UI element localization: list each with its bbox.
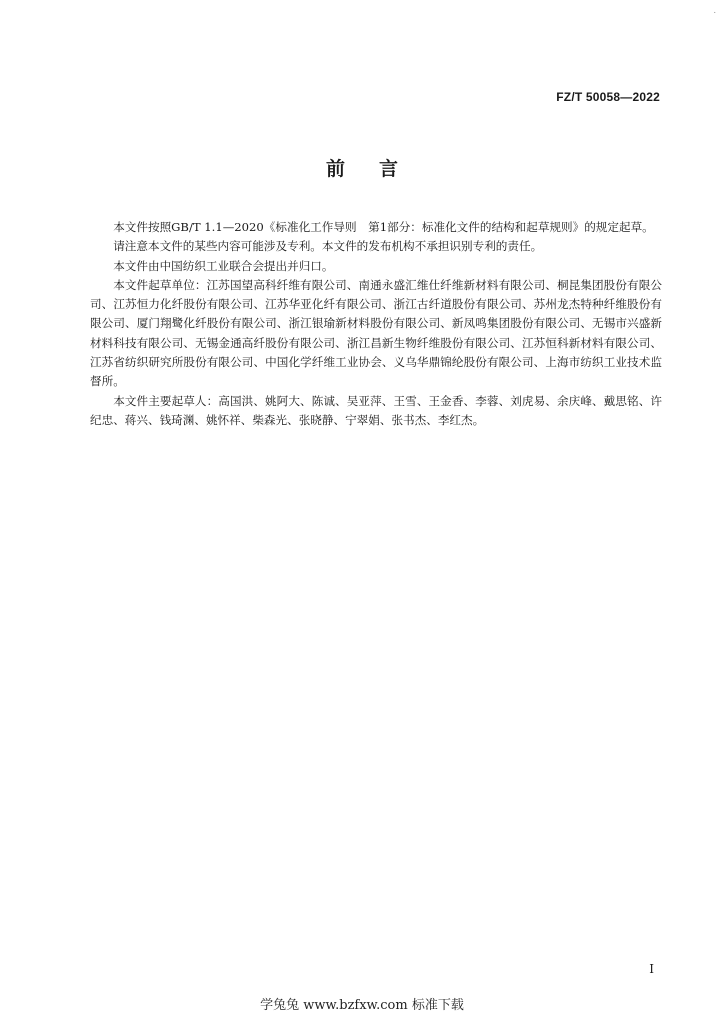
watermark-text: 学兔兔 www.bzfxw.com 标准下载: [260, 998, 464, 1013]
page-number: I: [649, 962, 654, 976]
paragraph-drafting-rules: 本文件按照GB/T 1.1—2020《标准化工作导则 第1部分：标准化文件的结构和起草规则》的规定起草。: [113, 220, 654, 234]
document-body: [90, 218, 662, 430]
paragraph-drafters: 本文件主要起草人：高国洪、姚阿大、陈诚、吴亚萍、王雪、王金香、李蓉、刘虎易、余庆峰、戴思铭、许纪忠、蒋兴、钱琦渊、姚怀祥、柴森光、张晓静、宁翠娟、张书杰、李红杰。: [90, 393, 662, 427]
paragraph-proposer: 本文件由中国纺织工业联合会提出并归口。: [113, 258, 334, 273]
page-title: 前言: [325, 158, 432, 180]
corner-mark: .: [713, 6, 716, 15]
standard-number: FZ/T 50058—2022: [556, 90, 660, 104]
paragraph-patent-notice: 请注意本文件的某些内容可能涉及专利。本文件的发布机构不承担识别专利的责任。: [113, 239, 543, 254]
paragraph-drafting-units: 本文件起草单位：江苏国望高科纤维有限公司、南通永盛汇维仕纤维新材料有限公司、桐昆集团股份有限公司、江苏恒力化纤股份有限公司、江苏华亚化纤有限公司、浙江古纤道股份有限公司、苏州龙杰特种纤维股份有限公司、厦门翔鹭化纤股份有限公司、浙江银瑜新材料股份有限公司、新凤鸣集团股份有限公司、无锡市兴盛新材料科技有限公司、无锡金通高纤股份有限公司、浙江昌新生物纤维股份有限公司、江苏恒科新材料有限公司、江苏省纺织研究所股份有限公司、中国化学纤维工业协会、义乌华鼎锦纶股份有限公司、上海市纺织工业技术监督所。: [90, 277, 662, 389]
